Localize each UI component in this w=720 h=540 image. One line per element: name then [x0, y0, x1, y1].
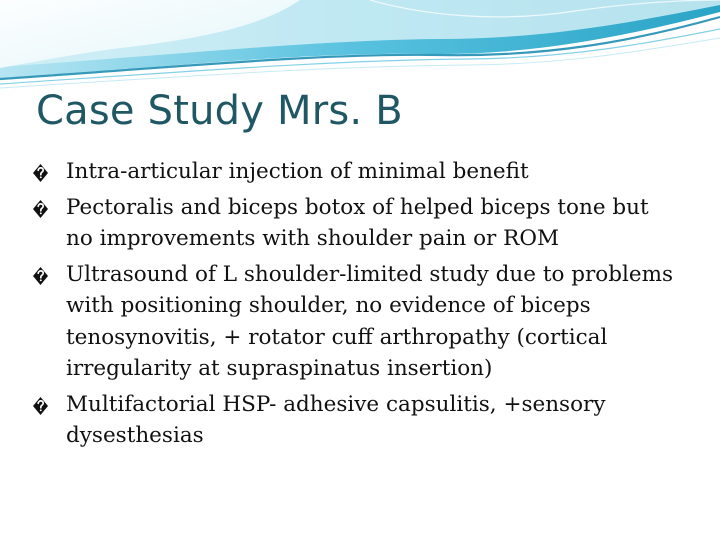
bullet-item	[32, 389, 682, 452]
replacement-character-icon	[32, 266, 49, 286]
replacement-character-icon	[32, 199, 49, 219]
bullet-item	[32, 259, 682, 385]
bullet-item	[32, 156, 682, 188]
bullet-item	[32, 192, 682, 255]
bullet-text: Pectoralis and biceps botox of helped biceps tone but no improvements with shoulder pain or ROM	[66, 194, 649, 251]
slide-title: Case Study Mrs. B	[36, 88, 403, 134]
bullet-list	[32, 156, 682, 456]
header-wave-decoration	[0, 0, 720, 92]
replacement-character-icon	[32, 163, 49, 183]
bullet-text: Intra-articular injection of minimal benefit	[66, 159, 529, 184]
bullet-text: Multifactorial HSP- adhesive capsulitis, +sensory dysesthesias	[66, 391, 606, 448]
bullet-text: Ultrasound of L shoulder-limited study due to problems with positioning shoulder, no evidence of biceps tenosynovitis, + rotator cuff arthropathy (cortical irregularity at supraspinatus insertion)	[66, 261, 674, 381]
replacement-character-icon	[32, 396, 49, 416]
